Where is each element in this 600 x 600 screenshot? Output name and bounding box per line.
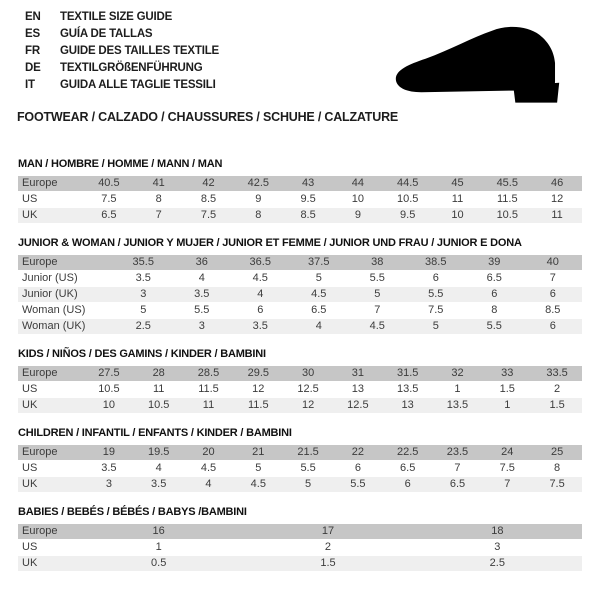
table-row — [18, 303, 582, 318]
size-cell: 18 — [413, 524, 582, 539]
language-row-it — [25, 77, 219, 94]
size-cell: 0.5 — [74, 556, 243, 571]
size-cell: 5.5 — [348, 271, 407, 286]
size-table-junior-woman — [18, 254, 582, 335]
size-cell: 17 — [243, 524, 412, 539]
size-cell: 5.5 — [173, 303, 232, 318]
size-cell: 5.5 — [283, 461, 333, 476]
size-cell: 44 — [333, 176, 383, 191]
size-cell: 8 — [532, 461, 582, 476]
size-cell: 8 — [134, 192, 184, 207]
size-table-babies — [18, 523, 582, 572]
size-cell: 4.5 — [231, 271, 290, 286]
size-cell: 6.5 — [465, 271, 524, 286]
size-cell: 7 — [433, 461, 483, 476]
size-cell: 7 — [348, 303, 407, 318]
size-cell: 6.5 — [383, 461, 433, 476]
size-cell: 9 — [333, 208, 383, 223]
size-cell: 1 — [74, 540, 243, 555]
size-cell: 16 — [74, 524, 243, 539]
size-cell: 11 — [433, 192, 483, 207]
size-cell: 45 — [433, 176, 483, 191]
table-row — [18, 255, 582, 270]
size-cell: 21.5 — [283, 445, 333, 460]
size-cell: 6 — [465, 287, 524, 302]
size-table — [18, 523, 582, 572]
size-cell: 25 — [532, 445, 582, 460]
row-label: UK — [18, 398, 84, 413]
size-cell: 1 — [433, 382, 483, 397]
size-cell: 5 — [283, 477, 333, 492]
size-cell: 2.5 — [114, 319, 173, 334]
table-row — [18, 271, 582, 286]
size-cell: 6 — [333, 461, 383, 476]
size-cell: 3.5 — [134, 477, 184, 492]
size-cell: 43 — [283, 176, 333, 191]
size-cell: 11 — [134, 382, 184, 397]
size-cell: 42.5 — [233, 176, 283, 191]
table-row — [18, 540, 582, 555]
size-cell: 4 — [184, 477, 234, 492]
language-code: ES — [25, 28, 40, 40]
size-cell: 12.5 — [283, 382, 333, 397]
size-cell: 11 — [532, 208, 582, 223]
size-cell: 4 — [290, 319, 349, 334]
section-title-babies: BABIES / BEBÉS / BÉBÉS / BABYS /BAMBINI — [18, 506, 247, 518]
table-row — [18, 477, 582, 492]
size-cell: 6 — [383, 477, 433, 492]
language-row-es — [25, 26, 219, 43]
row-label: US — [18, 461, 84, 476]
size-cell: 22.5 — [383, 445, 433, 460]
table-row — [18, 287, 582, 302]
size-cell: 37.5 — [290, 255, 349, 270]
row-label: US — [18, 382, 84, 397]
page-header — [0, 0, 600, 158]
size-cell: 9 — [233, 192, 283, 207]
size-cell: 11 — [184, 398, 234, 413]
size-cell: 1.5 — [243, 556, 412, 571]
size-cell: 7.5 — [482, 461, 532, 476]
size-cell: 38 — [348, 255, 407, 270]
size-table-kids — [18, 365, 582, 414]
dress-shoe-silhouette-icon — [390, 20, 578, 108]
size-cell: 1.5 — [482, 382, 532, 397]
language-code: IT — [25, 79, 35, 91]
size-cell: 3.5 — [114, 271, 173, 286]
size-cell: 10.5 — [383, 192, 433, 207]
size-cell: 6 — [524, 319, 583, 334]
size-cell: 3 — [84, 477, 134, 492]
size-table-children — [18, 444, 582, 493]
size-cell: 28 — [134, 366, 184, 381]
size-cell: 36.5 — [231, 255, 290, 270]
size-cell: 40 — [524, 255, 583, 270]
size-cell: 12 — [233, 382, 283, 397]
table-row — [18, 556, 582, 571]
row-label: Woman (US) — [18, 303, 114, 318]
row-label: UK — [18, 556, 74, 571]
table-row — [18, 192, 582, 207]
size-cell: 7.5 — [532, 477, 582, 492]
size-cell: 31.5 — [383, 366, 433, 381]
row-label: Junior (US) — [18, 271, 114, 286]
size-cell: 10.5 — [134, 398, 184, 413]
size-cell: 7.5 — [407, 303, 466, 318]
size-cell: 2 — [243, 540, 412, 555]
size-cell: 45.5 — [482, 176, 532, 191]
size-cell: 6.5 — [84, 208, 134, 223]
size-cell: 9.5 — [283, 192, 333, 207]
section-title-junior-woman: JUNIOR & WOMAN / JUNIOR Y MUJER / JUNIOR ET FEMME / JUNIOR UND FRAU / JUNIOR E DONA — [18, 237, 522, 249]
size-cell: 19 — [84, 445, 134, 460]
section-junior-woman — [18, 237, 582, 335]
size-cell: 31 — [333, 366, 383, 381]
size-cell: 38.5 — [407, 255, 466, 270]
language-label: GUÍA DE TALLAS — [60, 28, 153, 40]
section-title-kids: KIDS / NIÑOS / DES GAMINS / KINDER / BAMBINI — [18, 348, 266, 360]
size-cell: 30 — [283, 366, 333, 381]
size-cell: 13.5 — [383, 382, 433, 397]
table-row — [18, 366, 582, 381]
size-cell: 10.5 — [482, 208, 532, 223]
row-label: Europe — [18, 366, 84, 381]
language-code: EN — [25, 11, 41, 23]
size-cell: 35.5 — [114, 255, 173, 270]
size-cell: 6.5 — [433, 477, 483, 492]
size-cell: 11.5 — [184, 382, 234, 397]
table-row — [18, 208, 582, 223]
size-tables-area — [0, 158, 600, 572]
size-table — [18, 175, 582, 224]
size-cell: 1.5 — [532, 398, 582, 413]
size-cell: 8.5 — [184, 192, 234, 207]
size-cell: 5.5 — [465, 319, 524, 334]
table-row — [18, 176, 582, 191]
size-table — [18, 365, 582, 414]
row-label: Woman (UK) — [18, 319, 114, 334]
language-row-de — [25, 60, 219, 77]
language-row-fr — [25, 43, 219, 60]
size-cell: 33 — [482, 366, 532, 381]
table-row — [18, 382, 582, 397]
size-cell: 4 — [173, 271, 232, 286]
size-cell: 39 — [465, 255, 524, 270]
size-cell: 36 — [173, 255, 232, 270]
size-cell: 5.5 — [407, 287, 466, 302]
size-cell: 4.5 — [348, 319, 407, 334]
table-row — [18, 398, 582, 413]
size-cell: 42 — [184, 176, 234, 191]
size-cell: 10.5 — [84, 382, 134, 397]
size-cell: 4.5 — [184, 461, 234, 476]
size-cell: 10 — [84, 398, 134, 413]
size-cell: 28.5 — [184, 366, 234, 381]
row-label: US — [18, 192, 84, 207]
size-cell: 23.5 — [433, 445, 483, 460]
size-cell: 7.5 — [84, 192, 134, 207]
size-cell: 4 — [231, 287, 290, 302]
size-cell: 20 — [184, 445, 234, 460]
size-cell: 3 — [413, 540, 582, 555]
size-cell: 8.5 — [524, 303, 583, 318]
size-cell: 12 — [283, 398, 333, 413]
row-label: UK — [18, 208, 84, 223]
size-cell: 7.5 — [184, 208, 234, 223]
size-cell: 10 — [433, 208, 483, 223]
table-row — [18, 461, 582, 476]
language-label: GUIDE DES TAILLES TEXTILE — [60, 45, 219, 57]
row-label: Europe — [18, 445, 84, 460]
size-cell: 41 — [134, 176, 184, 191]
size-cell: 33.5 — [532, 366, 582, 381]
size-cell: 29.5 — [233, 366, 283, 381]
size-cell: 19.5 — [134, 445, 184, 460]
language-code: DE — [25, 62, 41, 74]
section-title-children: CHILDREN / INFANTIL / ENFANTS / KINDER / BAMBINI — [18, 427, 292, 439]
size-cell: 6 — [524, 287, 583, 302]
size-table — [18, 444, 582, 493]
size-cell: 6.5 — [290, 303, 349, 318]
size-cell: 4 — [134, 461, 184, 476]
section-man — [18, 158, 582, 224]
table-row — [18, 319, 582, 334]
row-label: Europe — [18, 176, 84, 191]
size-cell: 5 — [114, 303, 173, 318]
size-cell: 3.5 — [173, 287, 232, 302]
size-cell: 22 — [333, 445, 383, 460]
category-title: FOOTWEAR / CALZADO / CHAUSSURES / SCHUHE / CALZATURE — [17, 110, 399, 124]
language-code: FR — [25, 45, 40, 57]
table-row — [18, 524, 582, 539]
language-label: GUIDA ALLE TAGLIE TESSILI — [60, 79, 216, 91]
row-label: Junior (UK) — [18, 287, 114, 302]
size-cell: 44.5 — [383, 176, 433, 191]
size-cell: 11.5 — [482, 192, 532, 207]
size-cell: 10 — [333, 192, 383, 207]
section-title-man: MAN / HOMBRE / HOMME / MANN / MAN — [18, 158, 223, 170]
size-cell: 3 — [114, 287, 173, 302]
size-cell: 7 — [134, 208, 184, 223]
size-cell: 27.5 — [84, 366, 134, 381]
size-cell: 24 — [482, 445, 532, 460]
language-row-en — [25, 9, 219, 26]
size-cell: 12.5 — [333, 398, 383, 413]
size-cell: 7 — [482, 477, 532, 492]
size-cell: 21 — [233, 445, 283, 460]
size-cell: 4.5 — [233, 477, 283, 492]
section-kids — [18, 348, 582, 414]
row-label: Europe — [18, 255, 114, 270]
size-cell: 2 — [532, 382, 582, 397]
size-cell: 8 — [233, 208, 283, 223]
size-cell: 8 — [465, 303, 524, 318]
size-cell: 6 — [231, 303, 290, 318]
size-cell: 5 — [233, 461, 283, 476]
size-cell: 1 — [482, 398, 532, 413]
size-cell: 9.5 — [383, 208, 433, 223]
section-children — [18, 427, 582, 493]
size-cell: 13 — [333, 382, 383, 397]
size-cell: 5.5 — [333, 477, 383, 492]
language-label: TEXTILGRÖßENFÜHRUNG — [60, 62, 203, 74]
size-cell: 13 — [383, 398, 433, 413]
size-cell: 46 — [532, 176, 582, 191]
row-label: UK — [18, 477, 84, 492]
size-cell: 12 — [532, 192, 582, 207]
size-cell: 3 — [173, 319, 232, 334]
language-list — [25, 9, 219, 94]
size-cell: 11.5 — [233, 398, 283, 413]
size-cell: 7 — [524, 271, 583, 286]
size-cell: 6 — [407, 271, 466, 286]
size-cell: 2.5 — [413, 556, 582, 571]
size-cell: 3.5 — [231, 319, 290, 334]
size-cell: 5 — [407, 319, 466, 334]
size-cell: 13.5 — [433, 398, 483, 413]
row-label: Europe — [18, 524, 74, 539]
section-babies — [18, 506, 582, 572]
size-cell: 5 — [290, 271, 349, 286]
size-table — [18, 254, 582, 335]
row-label: US — [18, 540, 74, 555]
size-cell: 3.5 — [84, 461, 134, 476]
size-cell: 40.5 — [84, 176, 134, 191]
size-cell: 32 — [433, 366, 483, 381]
language-label: TEXTILE SIZE GUIDE — [60, 11, 173, 23]
size-table-man — [18, 175, 582, 224]
size-cell: 4.5 — [290, 287, 349, 302]
size-cell: 8.5 — [283, 208, 333, 223]
size-cell: 5 — [348, 287, 407, 302]
table-row — [18, 445, 582, 460]
